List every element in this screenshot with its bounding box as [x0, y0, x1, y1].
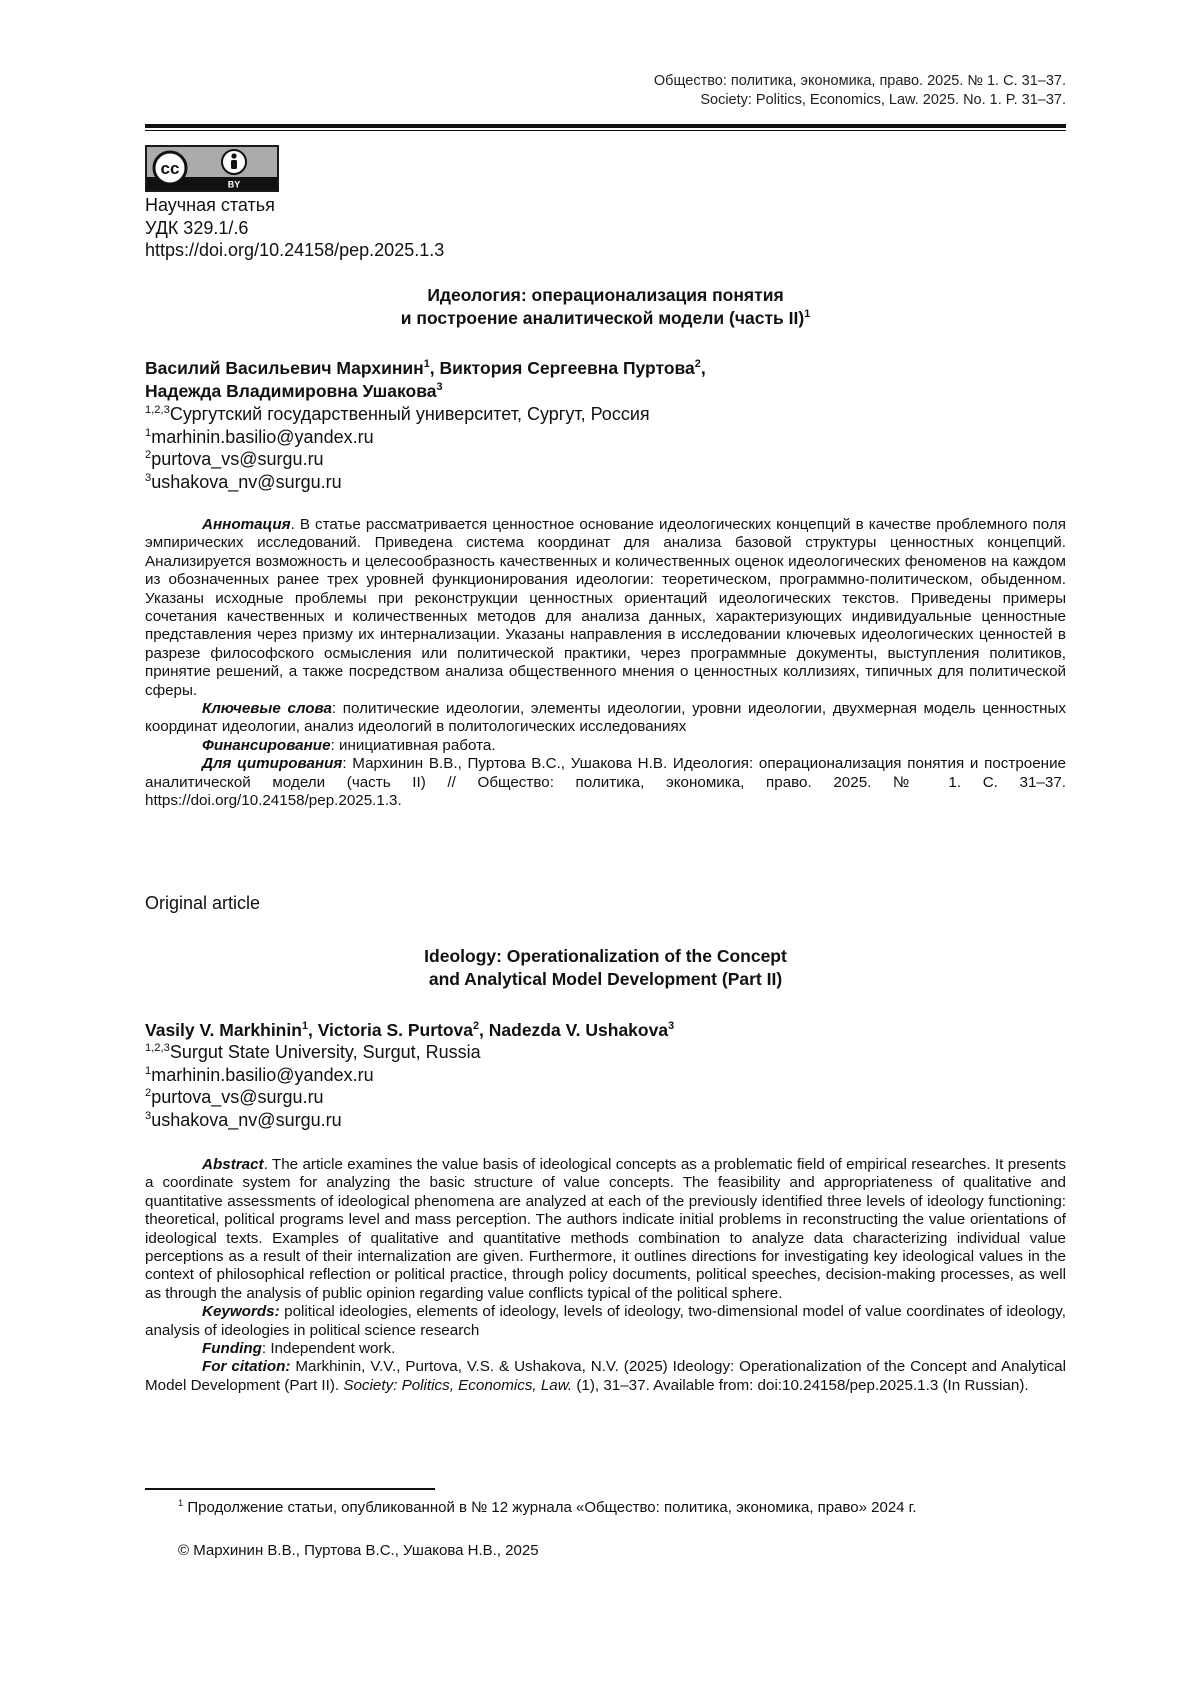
abstract-label: Abstract [202, 1156, 264, 1173]
email-mark: 3 [145, 471, 152, 484]
author-name: Nadezda V. Ushakova [488, 1020, 669, 1040]
affiliation-name: Сургутский государственный университет, Сургут, Россия [169, 404, 650, 424]
cc-letters: cc [160, 159, 180, 178]
author-email[interactable]: marhinin.basilio@yandex.ru [151, 426, 374, 447]
affiliations-en [145, 1041, 481, 1131]
author-name: Василий Васильевич Мархинин [145, 358, 424, 378]
copyright-notice: © Мархинин В.В., Пуртова В.С., Ушакова Н.В., 2025 [178, 1542, 539, 1559]
header-divider [145, 124, 1066, 131]
article-title-en [145, 945, 1066, 991]
citation-label: For citation: [202, 1358, 291, 1376]
title-ru-line2: и построение аналитической модели (часть II) [400, 308, 805, 328]
doi-link[interactable]: https://doi.org/10.24158/pep.2025.1.3 [145, 240, 445, 260]
author-separator: , [429, 358, 440, 378]
abstract-section-en [145, 1156, 1066, 1395]
title-ru-line1: Идеология: операционализация понятия [427, 285, 784, 305]
footnote-divider [145, 1488, 435, 1490]
journal-header-en: Society: Politics, Economics, Law. 2025. No. 1. P. 31–37. [700, 92, 1066, 108]
author-name: Виктория Сергеевна Пуртова [439, 358, 695, 378]
cc-by-logo [147, 147, 277, 190]
abstract-paragraph [145, 1156, 1066, 1303]
header-divider-thin [145, 130, 1066, 131]
author-name: Надежда Владимировна Ушакова [145, 381, 437, 401]
author-separator: , [700, 358, 706, 378]
abstract-section-ru [145, 516, 1066, 811]
author-affil-mark: 3 [436, 381, 443, 394]
author-affil-mark: 2 [473, 1020, 480, 1033]
email-mark: 3 [145, 1109, 152, 1122]
funding-paragraph [145, 1340, 1066, 1358]
footnote-text: Продолжение статьи, опубликованной в № 12 журнала «Общество: политика, экономика, право» 2024 г. [183, 1499, 917, 1516]
affiliation-marks: 1,2,3 [145, 1042, 170, 1054]
cc-by-license-badge[interactable] [145, 145, 279, 192]
affiliation-name: Surgut State University, Surgut, Russia [169, 1042, 481, 1062]
abstract-text: . The article examines the value basis of ideological concepts as a problematic field of empirical researches. It presents a coordinate system for analyzing the basic structure of value concepts. The feasibility and appropriateness of qualitative and quantitative assessments of ideological phenomena are analyzed at each of the previously identified three levels of ideology functioning: theoretical, political programs level and mass perception. The authors indicate initial problems in reconstructing the value orientations of ideological texts. Examples of qualitative and quantitative methods combination to analyze data characterizing individual value perceptions as a result of their internalization are given. Furthermore, it outlines directions for investigating key ideological values in the context of philosophical reflection or political practice, through policy documents, political speeches, decision-making processes, as well as through the analysis of public opinion regarding value conflicts typical of the political sphere. [145, 1156, 1066, 1302]
abstract-paragraph [145, 516, 1066, 700]
abstract-text: . В статье рассматривается ценностное основание идеологических концепций в качестве проблемного поля эмпирических исследований. Приведена система координат для анализа базовой структуры ценностных концепций. Анализируется возможность и целесообразность качественных и количественных оценок идеологических феноменов на каждом из обозначенных ранее трех уровней функционирования идеологии: теоретическом, программно-политическом, обыденном. Указаны исходные проблемы при реконструкции ценностных ориентаций идеологических текстов. Приведены примеры сочетания качественных и количественных методов для анализа данных, характеризующих индивидуальные ценностные представления через призму их интернализации. Указаны направления в исследовании ключевых идеологических ценностей в разрезе философского осмысления или политической практики, через программные документы, выступления политиков, принятие решений, а также посредством анализа общественного мнения о ценностных коллизиях, типичных для политической сферы. [145, 516, 1066, 699]
author-email[interactable]: ushakova_nv@surgu.ru [151, 1109, 342, 1130]
keywords-text: : политические идеологии, элементы идеологии, уровни идеологии, двухмерная модель ценностных координат идеологии, анализ идеологий в политологических исследованиях [145, 700, 1066, 736]
article-meta-ru [145, 194, 444, 262]
article-type: Научная статья [145, 195, 275, 215]
author-affil-mark: 1 [301, 1020, 308, 1033]
citation-paragraph [145, 755, 1066, 810]
author-separator: , [479, 1020, 489, 1040]
author-affil-mark: 3 [668, 1020, 675, 1033]
citation-label: Для цитирования [202, 755, 343, 773]
citation-paragraph [145, 1358, 1066, 1395]
author-email[interactable]: marhinin.basilio@yandex.ru [151, 1064, 374, 1085]
citation-text-end: (1), 31–37. Available from: doi:10.24158/pep.2025.1.3 (In Russian). [572, 1376, 1029, 1394]
email-mark: 1 [145, 426, 152, 439]
email-mark: 1 [145, 1064, 152, 1077]
affiliation-marks: 1,2,3 [145, 404, 170, 416]
author-email[interactable]: ushakova_nv@surgu.ru [151, 471, 342, 492]
title-en-line1: Ideology: Operationalization of the Concept [424, 946, 787, 966]
email-mark: 2 [145, 1087, 152, 1099]
keywords-paragraph [145, 1303, 1066, 1340]
original-article-label: Original article [145, 893, 261, 913]
citation-journal: Society: Politics, Economics, Law. [343, 1376, 573, 1394]
author-affil-mark: 1 [423, 358, 430, 371]
funding-label: Funding [202, 1340, 262, 1358]
affiliations-ru [145, 403, 650, 493]
article-title-ru [145, 284, 1066, 330]
header-divider-thick [145, 124, 1066, 128]
citation-text: : Мархинин В.В., Пуртова В.С., Ушакова Н.В. Идеология: операционализация понятия и построение аналитической модели (часть II) // Общество: политика, экономика, право. 2025. № 1. С. 31–37. https://doi.org/10.24158/pep.2025.1.3. [145, 755, 1066, 810]
funding-text: : инициативная работа. [330, 736, 496, 754]
author-email[interactable]: purtova_vs@surgu.ru [151, 1087, 324, 1107]
by-label: BY [227, 179, 241, 190]
keywords-text: political ideologies, elements of ideology, levels of ideology, two-dimensional model of value coordinates of ideology, analysis of ideologies in political science research [145, 1303, 1066, 1339]
email-mark: 2 [145, 449, 152, 461]
author-name: Vasily V. Markhinin [145, 1020, 302, 1040]
funding-text: : Independent work. [261, 1340, 396, 1358]
funding-paragraph [145, 737, 1066, 755]
udc-code: УДК 329.1/.6 [145, 217, 249, 238]
authors-ru [145, 357, 706, 403]
journal-header-ru: Общество: политика, экономика, право. 2025. № 1. С. 31–37. [653, 73, 1066, 89]
abstract-label: Аннотация [202, 516, 291, 533]
author-name: Victoria S. Purtova [317, 1020, 473, 1040]
title-en-line2: and Analytical Model Development (Part II) [428, 969, 783, 989]
keywords-label: Keywords: [202, 1303, 280, 1321]
author-separator: , [307, 1020, 318, 1040]
keywords-label: Ключевые слова [202, 700, 332, 718]
title-footnote-mark[interactable]: 1 [804, 308, 811, 321]
authors-en [145, 1019, 674, 1042]
keywords-paragraph [145, 700, 1066, 737]
citation-text: Markhinin, V.V., Purtova, V.S. & Ushakova, N.V. (2025) Ideology: Operationalization of the Concept and Analytical Model Development (Part II). [145, 1358, 1066, 1394]
footnote [178, 1498, 917, 1517]
author-affil-mark: 2 [694, 358, 701, 371]
funding-label: Финансирование [202, 736, 331, 754]
journal-running-header [654, 72, 1066, 110]
author-email[interactable]: purtova_vs@surgu.ru [151, 449, 324, 469]
footnote-mark: 1 [178, 1498, 184, 1508]
